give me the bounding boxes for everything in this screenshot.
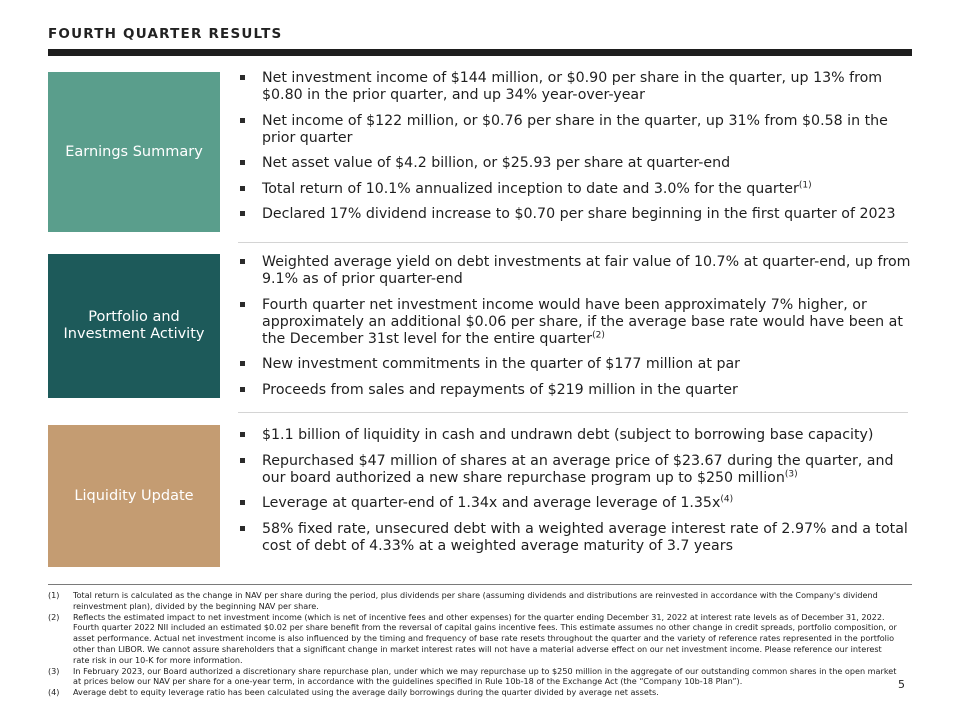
bullet-text: Repurchased $47 million of shares at an average price of $23.67 during the quarter, and our board authorized a new share repurchase program up to $250 million xyxy=(262,452,894,486)
footnote-text: Average debt to equity leverage ratio has been calculated using the average daily borrowings during the quarter divided by average net assets. xyxy=(73,687,659,698)
page-number: 5 xyxy=(898,678,905,691)
footnote-item xyxy=(48,666,898,688)
footnote-number: (2) xyxy=(48,611,60,622)
bullet-text: $1.1 billion of liquidity in cash and undrawn debt (subject to borrowing base capacity) xyxy=(262,427,874,443)
footnote-item xyxy=(48,612,898,666)
section-divider xyxy=(238,412,908,413)
liquidity-update-bullets xyxy=(236,427,912,563)
footnote-item xyxy=(48,687,898,698)
footnote-ref: (4) xyxy=(720,494,734,505)
bullet-item xyxy=(236,181,912,198)
bullet-item xyxy=(236,495,912,512)
bullet-text: New investment commitments in the quarter of $177 million at par xyxy=(262,356,740,372)
bullet-item xyxy=(236,70,912,104)
footnote-number: (4) xyxy=(48,687,60,698)
bullet-text: Net income of $122 million, or $0.76 per share in the quarter, up 31% from $0.58 in the prior quarter xyxy=(262,112,888,146)
footnote-text: Reflects the estimated impact to net investment income (which is net of incentive fees and other expenses) for the quarter ending December 31, 2022 at interest rate levels as of December 31, 2022. Fourth quarter 2022 NII included an estimated $0.02 per share benefit from the reversal of capital gains incentive fees. This estimate assumes no other change in credit spreads, portfolio composition, or asset performance. Actual net investment income is also influenced by the timing and frequency of base rate resets throughout the quarter and the variety of reference rates represented in the portfolio other than LIBOR. We cannot assure shareholders that a significant change in market interest rates will not have a material adverse effect on our net investment income. Please reference our interest rate risk in our 10-K for more information. xyxy=(73,611,897,665)
footnote-number: (1) xyxy=(48,590,60,600)
bullet-square-icon xyxy=(240,500,245,505)
portfolio-activity-bullets xyxy=(236,254,912,407)
bullet-item xyxy=(236,113,912,147)
section-label: Liquidity Update xyxy=(74,487,194,504)
footnote-text: Total return is calculated as the change in NAV per share during the period, plus dividends per share (assuming dividends and distributions are reinvested in accordance with the Company's dividend reinvestment plan), divided by the beginning NAV per share. xyxy=(73,590,878,611)
earnings-summary-bullets xyxy=(236,70,912,232)
bullet-text: Proceeds from sales and repayments of $219 million in the quarter xyxy=(262,381,738,398)
liquidity-update-label-box xyxy=(48,425,220,567)
footnote-number: (3) xyxy=(48,665,60,676)
footnotes xyxy=(48,590,898,698)
bullet-square-icon xyxy=(240,387,245,392)
bullet-text: Total return of 10.1% annualized inception to date and 3.0% for the quarter xyxy=(262,180,799,197)
bullet-item xyxy=(236,453,912,487)
footnote-ref: (1) xyxy=(798,179,812,190)
footnote-ref: (3) xyxy=(784,468,798,479)
footnote-divider xyxy=(48,584,912,585)
bullet-item xyxy=(236,297,912,348)
bullet-item xyxy=(236,356,912,373)
footnote-item xyxy=(48,590,898,612)
bullet-square-icon xyxy=(240,432,245,437)
footnote-text: In February 2023, our Board authorized a discretionary share repurchase plan, under which we may repurchase up to $250 million in the aggregate of our outstanding common shares in the open market at prices below our NAV per share for a one-year term, in accordance with the guidelines specified in Rule 10b-18 of the Exchange Act (the “Company 10b-18 Plan”). xyxy=(73,665,897,687)
bullet-square-icon xyxy=(240,259,245,264)
bullet-item xyxy=(236,254,912,288)
bullet-square-icon xyxy=(240,186,245,191)
bullet-item xyxy=(236,155,912,172)
bullet-square-icon xyxy=(240,302,245,307)
bullet-square-icon xyxy=(240,75,245,80)
bullet-square-icon xyxy=(240,118,245,123)
title-divider xyxy=(48,49,912,56)
earnings-summary-label-box xyxy=(48,72,220,232)
page-title: FOURTH QUARTER RESULTS xyxy=(48,26,283,42)
bullet-item xyxy=(236,427,912,444)
bullet-square-icon xyxy=(240,526,245,531)
bullet-text: 58% fixed rate, unsecured debt with a weighted average interest rate of 2.97% and a total cost of debt of 4.33% at a weighted average maturity of 3.7 years xyxy=(262,520,908,554)
bullet-item xyxy=(236,206,912,223)
bullet-text: Leverage at quarter-end of 1.34x and average leverage of 1.35x xyxy=(262,495,721,511)
bullet-text: Fourth quarter net investment income would have been approximately 7% higher, or approximately an additional $0.06 per share, if the average base rate would have been at the December 31st level for the entire quarter xyxy=(262,296,903,347)
bullet-text: Net investment income of $144 million, or $0.90 per share in the quarter, up 13% from $0.80 in the prior quarter, and up 34% year-over-year xyxy=(262,70,883,103)
section-label: Portfolio and Investment Activity xyxy=(63,309,205,342)
bullet-square-icon xyxy=(240,361,245,366)
bullet-square-icon xyxy=(240,458,245,463)
bullet-text: Declared 17% dividend increase to $0.70 per share beginning in the first quarter of 2023 xyxy=(262,206,896,222)
bullet-item xyxy=(236,521,912,555)
bullet-text: Net asset value of $4.2 billion, or $25.93 per share at quarter-end xyxy=(262,155,731,171)
bullet-square-icon xyxy=(240,211,245,216)
section-label: Earnings Summary xyxy=(65,143,203,160)
portfolio-activity-label-box xyxy=(48,254,220,398)
bullet-square-icon xyxy=(240,160,245,165)
footnote-ref: (2) xyxy=(592,329,605,340)
section-divider xyxy=(238,242,908,243)
bullet-text: Weighted average yield on debt investments at fair value of 10.7% at quarter-end, up from 9.1% as of prior quarter-end xyxy=(262,254,911,287)
bullet-item xyxy=(236,382,912,399)
